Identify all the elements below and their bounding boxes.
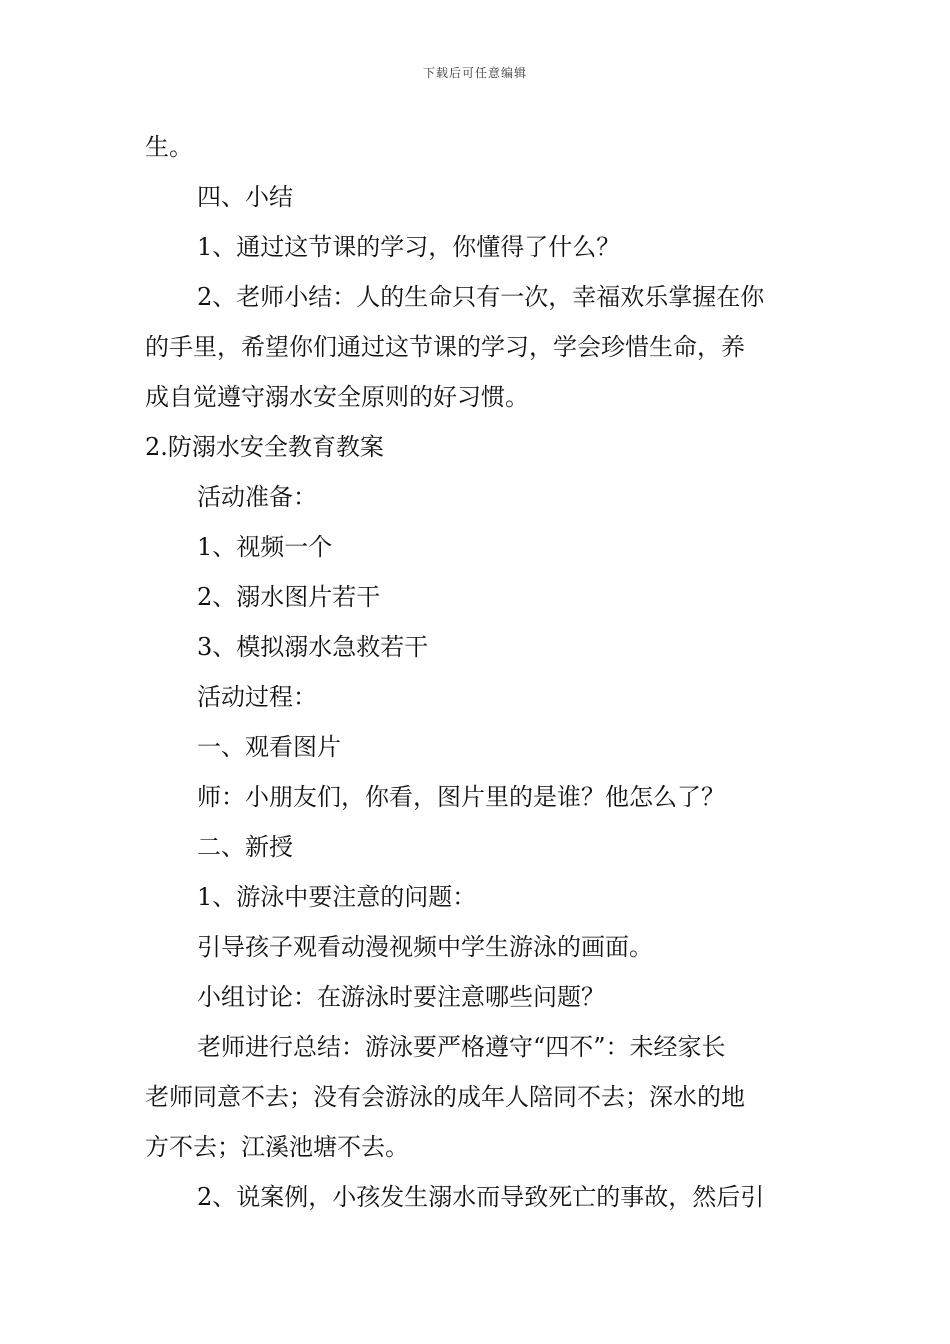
list-item: 1、视频一个 [197, 533, 333, 561]
text-line: 方不去；江溪池塘不去。 [145, 1133, 409, 1161]
section-heading: 活动准备： [197, 483, 317, 511]
page-header: 下载后可任意编辑 [422, 66, 527, 80]
text-line: 生。 [145, 133, 193, 161]
text-line: 的手里，希望你们通过这节课的学习，学会珍惜生命，养 [145, 333, 745, 361]
text-line: 老师进行总结：游泳要严格遵守“四不”：未经家长 [197, 1033, 726, 1061]
text-line: 1、通过这节课的学习，你懂得了什么？ [197, 233, 621, 261]
list-item: 3、模拟溺水急救若干 [197, 633, 429, 661]
section-heading: 活动过程： [197, 683, 317, 711]
list-item: 2、溺水图片若干 [197, 583, 381, 611]
text-line: 2、老师小结：人的生命只有一次，幸福欢乐掌握在你 [197, 283, 765, 311]
section-heading: 一、观看图片 [197, 733, 341, 761]
text-line: 师：小朋友们，你看，图片里的是谁？他怎么了？ [197, 783, 725, 811]
text-line: 老师同意不去；没有会游泳的成年人陪同不去；深水的地 [145, 1083, 745, 1111]
list-item: 1、游泳中要注意的问题： [197, 883, 477, 911]
section-heading: 四、小结 [197, 183, 293, 211]
text-line: 引导孩子观看动漫视频中学生游泳的画面。 [197, 933, 653, 961]
text-line: 小组讨论：在游泳时要注意哪些问题？ [197, 983, 605, 1011]
text-line: 2、说案例，小孩发生溺水而导致死亡的事故，然后引 [197, 1183, 765, 1211]
section-heading: 二、新授 [197, 833, 293, 861]
text-line: 成自觉遵守溺水安全原则的好习惯。 [145, 383, 529, 411]
document-title: 2.防溺水安全教育教案 [145, 433, 384, 461]
document-body [145, 122, 810, 1222]
